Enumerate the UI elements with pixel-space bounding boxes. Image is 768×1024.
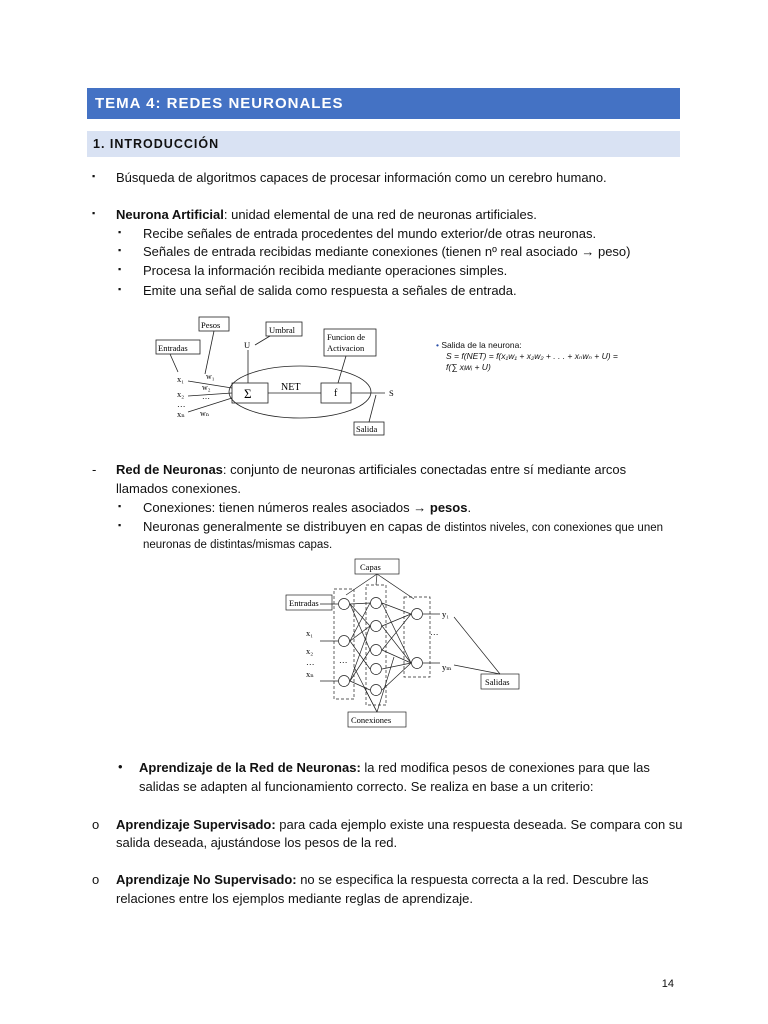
bullet-marker: ▪ <box>118 227 122 237</box>
pesos-label: Pesos <box>201 320 221 330</box>
list-item: Señales de entrada recibidas mediante conexiones (tienen nº real asociado → peso) <box>143 244 631 259</box>
output-formula <box>436 340 676 373</box>
salidas-label: Salidas <box>485 677 510 687</box>
bullet-marker: ▪ <box>118 520 122 530</box>
ym-label: yₘ <box>442 662 452 672</box>
bullet-marker: ▪ <box>92 171 96 181</box>
f-label: f <box>334 388 338 399</box>
conexiones-text: Conexiones: tienen números reales asociados → <box>143 500 430 515</box>
aprendizaje-text-2: salidas se adapten al funcionamiento correcto. Se realiza en base a un criterio: <box>139 779 594 794</box>
no-supervisado-term: Aprendizaje No Supervisado: <box>116 872 297 887</box>
red-definition <box>116 461 626 479</box>
red-term: Red de Neuronas <box>116 462 223 477</box>
x1-label: x₁ <box>177 374 185 384</box>
neurona-text: : unidad elemental de una red de neuronas artificiales. <box>223 207 537 222</box>
output-dots: … <box>430 627 439 637</box>
supervisado-term: Aprendizaje Supervisado: <box>116 817 276 832</box>
bullet-marker: ▪ <box>118 264 122 274</box>
capas-text-c: neuronas de distintas/mismas capas. <box>143 539 333 551</box>
supervisado-text-1: para cada ejemplo existe una respuesta deseada. Se compara con su <box>275 817 683 832</box>
w2-label: w₂ <box>202 383 211 392</box>
supervisado-text-2: salida deseada, ajustándose los pesos de la red. <box>116 835 398 850</box>
bullet-marker: ▪ <box>118 501 122 511</box>
entradas-label: Entradas <box>289 598 319 608</box>
layer-dots: … <box>339 655 348 665</box>
formula-line-1: S = f(NET) = f(x₁w₁ + x₂w₂ + . . . + xₙwₙ + U) = <box>446 351 618 361</box>
red-text-2: llamados conexiones. <box>116 481 242 496</box>
dash-marker: - <box>92 462 97 477</box>
x2-label: x₂ <box>306 646 314 656</box>
list-item: Emite una señal de salida como respuesta a señales de entrada. <box>143 283 517 298</box>
formula-line-2: f(∑ xᵢwᵢ + U) <box>446 362 491 372</box>
circle-marker: o <box>92 872 100 887</box>
bullet-marker: ▪ <box>118 284 122 294</box>
activacion-label: Activacion <box>327 343 365 353</box>
aprendizaje-term: Aprendizaje de la Red de Neuronas: <box>139 760 361 775</box>
network-diagram <box>284 557 524 731</box>
entradas-label: Entradas <box>158 343 188 353</box>
y1-label: y₁ <box>442 609 450 619</box>
aprendizaje-text-1: la red modifica pesos de conexiones para que las <box>360 760 650 775</box>
u-label: U <box>244 340 251 350</box>
page-title: TEMA 4: REDES NEURONALES <box>87 88 680 119</box>
page-number: 14 <box>661 978 674 990</box>
pesos-term: pesos <box>429 500 468 515</box>
w1-label: w₁ <box>206 372 215 381</box>
x2-label: x₂ <box>177 389 185 399</box>
formula-bullet-icon: • <box>436 340 439 350</box>
dots-label: … <box>177 399 186 409</box>
neuron-diagram <box>150 312 410 436</box>
no-supervisado-text-1: no se especifica la respuesta correcta a la red. Descubre las <box>296 872 649 887</box>
dots-label: … <box>306 657 315 667</box>
list-item: Recibe señales de entrada procedentes del mundo exterior/de otras neuronas. <box>143 226 597 241</box>
circle-marker: o <box>92 817 100 832</box>
conexiones-label: Conexiones <box>351 715 392 725</box>
bullet-marker: ▪ <box>118 245 122 255</box>
intro-text: Búsqueda de algoritmos capaces de procesar información como un cerebro humano. <box>116 170 607 185</box>
no-supervisado-text-2: relaciones entre los ejemplos mediante reglas de aprendizaje. <box>116 891 473 906</box>
salida-label: Salida <box>356 424 378 434</box>
xn-label: xₙ <box>306 669 314 679</box>
umbral-label: Umbral <box>269 325 295 335</box>
capas-label: Capas <box>360 562 381 572</box>
section-heading: 1. INTRODUCCIÓN <box>87 131 680 157</box>
funcion-label: Funcion de <box>327 332 366 342</box>
neurona-term: Neurona Artificial <box>116 207 224 222</box>
formula-label: Salida de la neurona: <box>441 340 522 350</box>
sigma-symbol: Σ <box>244 386 252 401</box>
list-item <box>143 518 663 537</box>
neurona-definition <box>116 206 537 224</box>
supervisado-paragraph <box>116 816 683 834</box>
xn-label: xₙ <box>177 409 185 419</box>
capas-text-b: distintos niveles, con conexiones que unen <box>444 522 664 534</box>
list-item <box>143 499 471 517</box>
list-item: Procesa la información recibida mediante operaciones simples. <box>143 263 508 278</box>
period: . <box>467 500 472 515</box>
net-label: NET <box>281 382 301 393</box>
weights-dots: … <box>202 392 210 401</box>
wn-label: wₙ <box>200 409 210 418</box>
aprendizaje-paragraph <box>139 759 650 777</box>
red-text-1: : conjunto de neuronas artificiales conectadas entre sí mediante arcos <box>222 462 627 477</box>
bullet-marker: ▪ <box>92 208 96 218</box>
no-supervisado-paragraph <box>116 871 649 889</box>
capas-text-a: Neuronas generalmente se distribuyen en capas de <box>143 519 445 534</box>
s-label: S <box>389 388 394 398</box>
bullet-marker: • <box>118 759 123 774</box>
x1-label: x₁ <box>306 628 314 638</box>
